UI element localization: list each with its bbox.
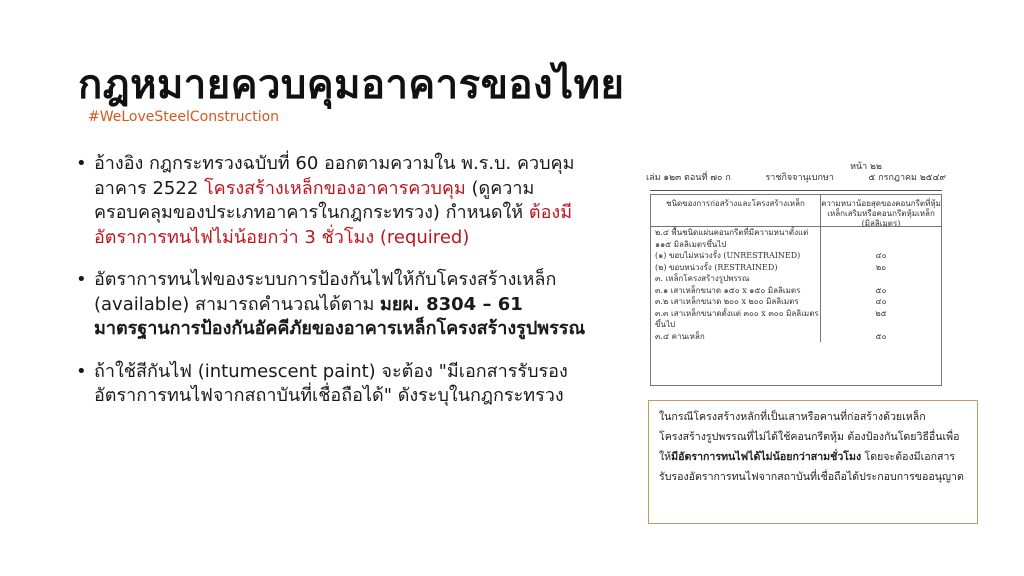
gazette-cell-type: ๓. เหล็กโครงสร้างรูปพรรณ bbox=[651, 273, 821, 285]
gazette-cell-type: (๑) ขอบไม่หน่วงรั้ง (UNRESTRAINED) bbox=[651, 250, 821, 262]
note-highlight: มีอัตราการทนไฟได้ไม่น้อยกว่าสามชั่วโมง bbox=[671, 451, 862, 463]
bullet-text: อ้างอิง กฎกระทรวงฉบับที่ 60 ออกตามความใน พ.ร.บ. ควบคุมอาคาร 2522 bbox=[94, 153, 575, 199]
bullet-ministerial-regulation bbox=[76, 152, 596, 250]
slide-title: กฎหมายควบคุมอาคารของไทย bbox=[78, 62, 625, 108]
highlight-fire-rating: ต้องมีอัตราการทนไฟไม่น้อยกว่า 3 ชั่วโมง (required) bbox=[94, 202, 573, 248]
gazette-cell-thickness: ๒๕ bbox=[875, 308, 887, 318]
gazette-date: ๕ กรกฎาคม ๒๕๔๙ bbox=[868, 173, 946, 183]
gazette-table-header bbox=[651, 195, 941, 227]
gazette-name: ราชกิจจานุเบกษา bbox=[765, 173, 834, 183]
gazette-table-row bbox=[651, 273, 941, 285]
highlight-steel-structure: โครงสร้างเหล็กของอาคารควบคุม bbox=[204, 177, 466, 199]
gazette-col-type: ชนิดของการก่อสร้างและโครงสร้างเหล็ก bbox=[651, 195, 821, 226]
gazette-cell-thickness bbox=[821, 227, 941, 239]
standard-reference: มยผ. 8304 – 61 มาตรฐานการป้องกันอัคคีภัยของอาคารเหล็กโครงสร้างรูปพรรณ bbox=[94, 293, 586, 339]
bullet-text: ถ้าใช้สีกันไฟ (intumescent paint) จะต้อง "มีเอกสารรับรองอัตราการทนไฟจากสถาบันที่เชื่อถือได้" ดังระบุในกฎกระทรวง bbox=[94, 360, 568, 406]
gazette-cell-thickness bbox=[821, 273, 941, 285]
gazette-cell-type: ๓.๓ เสาเหล็กขนาดตั้งแต่ ๓๐๐ x ๓๐๐ มิลลิเมตร bbox=[651, 308, 821, 320]
gazette-cell-type: ขึ้นไป bbox=[651, 319, 821, 331]
gazette-header bbox=[646, 162, 946, 184]
gazette-table-row bbox=[651, 308, 941, 320]
gazette-divider bbox=[650, 190, 942, 191]
gazette-cell-thickness: ๔๐ bbox=[875, 251, 887, 260]
note-text: ในกรณีโครงสร้างหลักที่เป็นเสาหรือคานที่ก่อสร้างด้วยเหล็กโครงสร้างรูปพรรณที่ไม่ได้ใช้คอนกรีตหุ้ม ต้องป้องกันโดยวิธีอื่นเพื่อให้ bbox=[659, 411, 960, 463]
bullet-text: (ดูความครอบคลุมของประเภทอาคารในกฎกระทรวง) กำหนดให้ bbox=[94, 177, 535, 223]
gazette-table-row bbox=[651, 296, 941, 308]
gazette-volume: เล่ม ๑๒๓ ตอนที่ ๗๐ ก bbox=[646, 173, 731, 183]
bullet-fire-protection-calc bbox=[76, 268, 596, 342]
gazette-table-body bbox=[651, 227, 941, 342]
gazette-cell-type: ๑๑๕ มิลลิเมตรขึ้นไป bbox=[651, 239, 821, 251]
gazette-table-row bbox=[651, 285, 941, 297]
gazette-table-row bbox=[651, 250, 941, 262]
gazette-table-row bbox=[651, 227, 941, 239]
gazette-table-row bbox=[651, 262, 941, 274]
gazette-table-row bbox=[651, 331, 941, 343]
gazette-table-row bbox=[651, 239, 941, 251]
gazette-cell-thickness: ๔๐ bbox=[875, 297, 887, 306]
gazette-cell-thickness bbox=[821, 319, 941, 331]
hashtag: #WeLoveSteelConstruction bbox=[88, 109, 280, 125]
gazette-cell-type: ๓.๒ เสาเหล็กขนาด ๒๐๐ x ๒๐๐ มิลลิเมตร bbox=[651, 296, 821, 308]
gazette-table-row bbox=[651, 319, 941, 331]
gazette-cell-type: (๒) ขอบหน่วงรั้ง (RESTRAINED) bbox=[651, 262, 821, 274]
gazette-cell-thickness: ๕๐ bbox=[875, 285, 887, 295]
regulation-note-box bbox=[648, 400, 978, 524]
gazette-col-thickness: ความหนาน้อยสุดของคอนกรีตที่หุ้มเหล็กเสริมหรือคอนกรีตหุ้มเหล็ก (มิลลิเมตร) bbox=[821, 199, 941, 228]
bullet-list bbox=[76, 152, 596, 409]
gazette-page-number: หน้า ๒๒ bbox=[850, 162, 882, 172]
gazette-cell-thickness: ๒๐ bbox=[875, 262, 887, 272]
gazette-cell-type: ๓.๑ เสาเหล็กขนาด ๑๕๐ x ๑๕๐ มิลลิเมตร bbox=[651, 285, 821, 297]
bullet-intumescent-paint bbox=[76, 360, 596, 409]
gazette-excerpt bbox=[646, 162, 946, 388]
gazette-table bbox=[650, 194, 942, 386]
gazette-cell-type: ๓.๔ คานเหล็ก bbox=[651, 331, 821, 343]
note-text: โดยจะต้องมีเอกสารรับรองอัตราการทนไฟจากสถาบันที่เชื่อถือได้ประกอบการขออนุญาต bbox=[659, 451, 964, 483]
gazette-cell-thickness: ๕๐ bbox=[875, 331, 887, 341]
gazette-cell-thickness bbox=[821, 239, 941, 251]
gazette-cell-type: ๒.๔ พื้นชนิดแผ่นคอนกรีตที่มีความหนาตั้งแต่ bbox=[651, 227, 821, 239]
bullet-text: อัตราการทนไฟของระบบการป้องกันไฟให้กับโครงสร้างเหล็ก (available) สามารถคำนวณได้ตาม bbox=[94, 269, 557, 315]
